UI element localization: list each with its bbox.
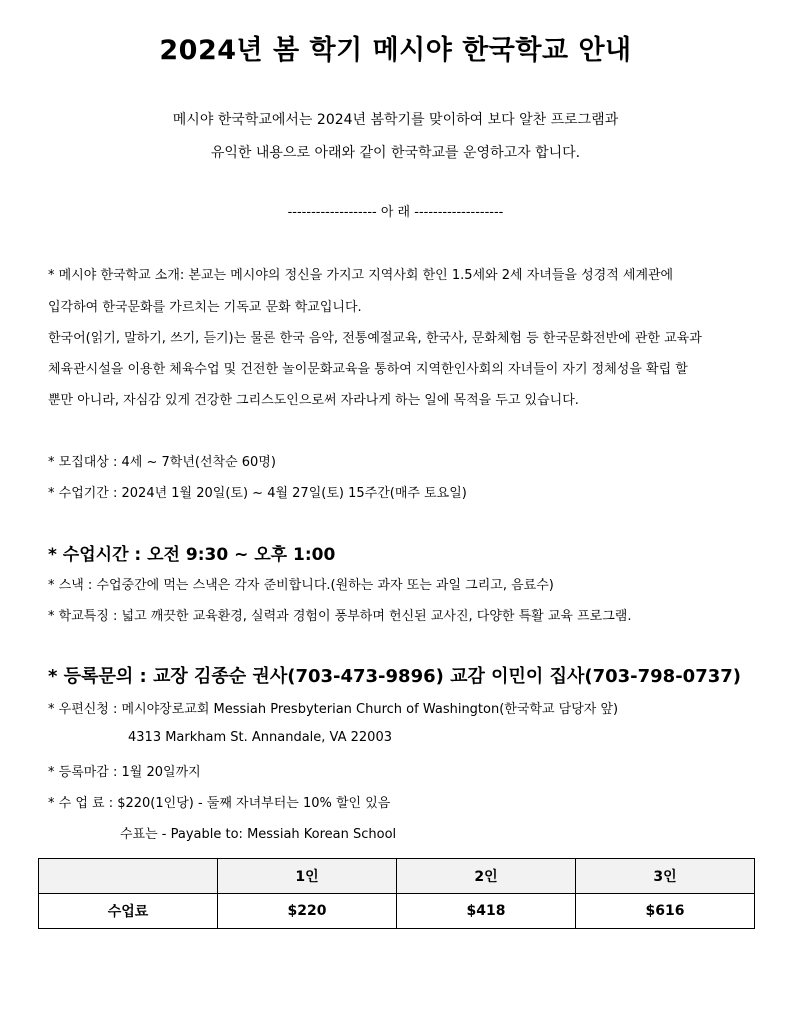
table-cell: $616: [576, 894, 755, 929]
table-cell: $220: [218, 894, 397, 929]
deadline-info: * 등록마감 : 1월 20일까지: [48, 765, 201, 780]
table-header-cell: 3인: [576, 859, 755, 894]
tuition-table: [38, 858, 755, 929]
table-header-cell: 2인: [397, 859, 576, 894]
about-line-2: 입각하여 한국문화를 가르치는 기독교 문화 학교입니다.: [48, 300, 362, 315]
table-cell: $418: [397, 894, 576, 929]
check-info: 수표는 - Payable to: Messiah Korean School: [120, 827, 397, 842]
section-divider: ------------------- 아 래 -------------------: [287, 205, 504, 220]
inquiry-info: * 등록문의 : 교장 김종순 권사(703-473-9896) 교감 이민이 집사(703-798-0737): [48, 666, 742, 687]
table-header-cell: [39, 859, 218, 894]
features-info: * 학교특징 : 넓고 깨끗한 교육환경, 실력과 경험이 풍부하며 헌신된 교사진, 다양한 특활 교육 프로그램.: [48, 609, 632, 624]
about-line-1: * 메시야 한국학교 소개: 본교는 메시야의 정신을 가지고 지역사회 한인 1.5세와 2세 자녀들을 성경적 세계관에: [48, 268, 674, 283]
mail-info: * 우편신청 : 메시야장로교회 Messiah Presbyterian Church of Washington(한국학교 담당자 앞): [48, 702, 619, 717]
table-row: [39, 894, 755, 929]
page-title: 2024년 봄 학기 메시야 한국학교 안내: [159, 35, 632, 66]
table-row-label: 수업료: [39, 894, 218, 929]
table-header-row: [39, 859, 755, 894]
period-info: * 수업기간 : 2024년 1월 20일(토) ~ 4월 27일(토) 15주간(매주 토요일): [48, 486, 467, 501]
intro-line-2: 유익한 내용으로 아래와 같이 한국학교를 운영하고자 합니다.: [210, 145, 581, 161]
class-time-info: * 수업시간 : 오전 9:30 ~ 오후 1:00: [48, 545, 336, 565]
table-header-cell: 1인: [218, 859, 397, 894]
tuition-info: * 수 업 료 : $220(1인당) - 둘째 자녀부터는 10% 할인 있음: [48, 796, 391, 811]
intro-line-1: 메시야 한국학교에서는 2024년 봄학기를 맞이하여 보다 알찬 프로그램과: [172, 112, 619, 128]
about-line-3: 한국어(읽기, 말하기, 쓰기, 듣기)는 물론 한국 음악, 전통예절교육, 한국사, 문화체험 등 한국문화전반에 관한 교육과: [48, 331, 702, 346]
snack-info: * 스낵 : 수업중간에 먹는 스낵은 각자 준비합니다.(원하는 과자 또는 과일 그리고, 음료수): [48, 578, 554, 593]
about-line-4: 체육관시설을 이용한 체육수업 및 건전한 놀이문화교육을 통하여 지역한인사회의 자녀들이 자기 정체성을 확립 할: [48, 362, 688, 377]
recruit-info: * 모집대상 : 4세 ~ 7학년(선착순 60명): [48, 455, 276, 470]
about-line-5: 뿐만 아니라, 자심감 있게 건강한 그리스도인으로써 자라나게 하는 일에 목적을 두고 있습니다.: [48, 393, 579, 408]
address-info: 4313 Markham St. Annandale, VA 22003: [128, 730, 392, 745]
